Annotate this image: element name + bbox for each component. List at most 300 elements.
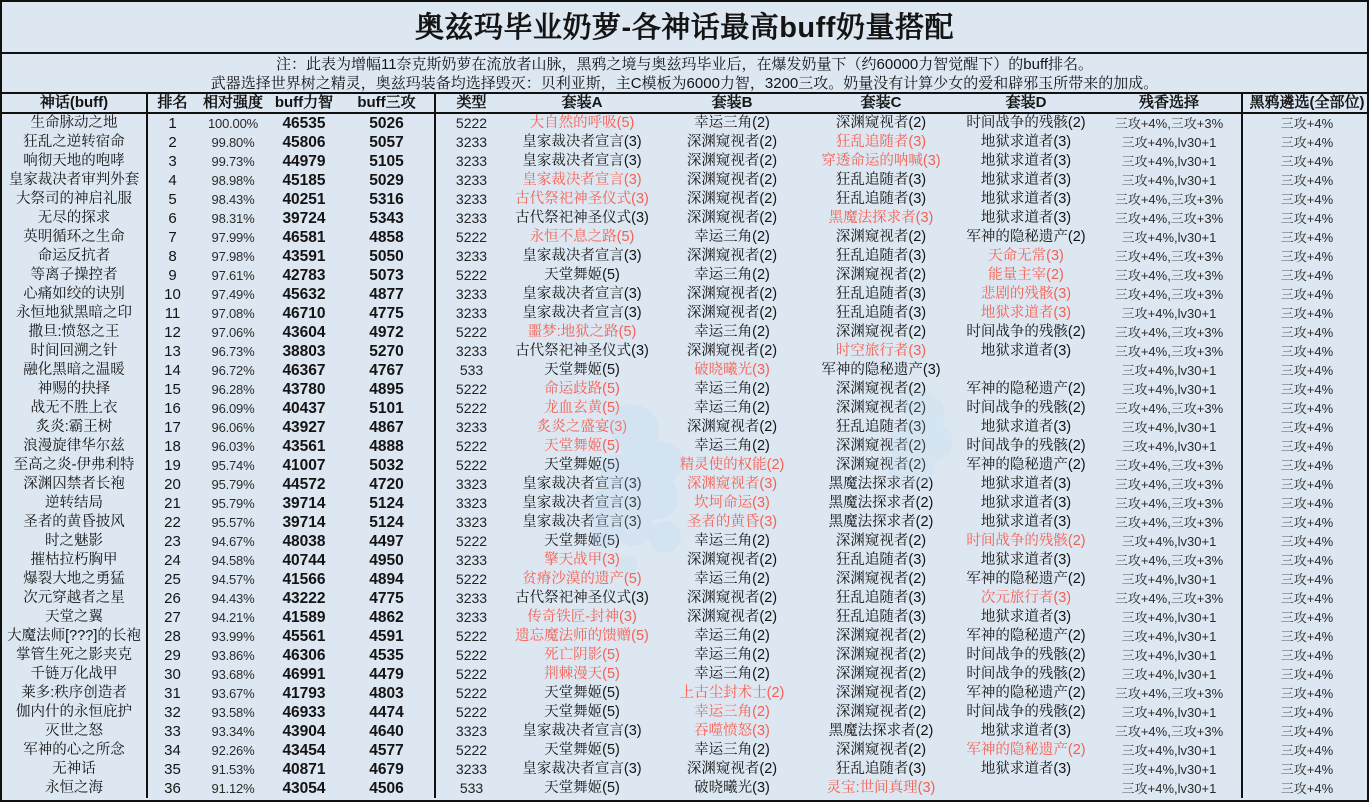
cell: 天堂舞姬(5) [544,780,620,796]
cell: 心痛如绞的诀别 [2,285,147,304]
col-header-fragrance: 残香选择 [1097,94,1242,113]
cell: 军神的隐秘遗产(2) [966,685,1086,701]
cell: 幸运三角(2) [694,647,770,663]
cell: 93.99% [211,629,255,644]
cell: 至高之炎-伊弗利特 [2,456,147,475]
cell: 三攻+4%,三攻+3% [1097,684,1242,703]
cell: 92.26% [211,743,255,758]
cell: 4479 [339,665,435,684]
cell: 三攻+4% [1280,401,1334,416]
col-header-set-d: 套装D [955,94,1097,113]
cell: 5026 [339,113,435,133]
cell: 97.06% [211,325,255,340]
cell: 5222 [455,400,488,416]
cell: 时间战争的残骸(2) [966,438,1086,454]
cell: 深渊窥视者(2) [686,153,778,169]
cell: 21 [164,495,181,512]
cell: 4497 [339,532,435,551]
cell: 三攻+4% [1280,781,1334,796]
cell: 4858 [339,228,435,247]
cell: 3233 [455,590,488,606]
cell: 三攻+4% [1280,363,1334,378]
cell: 4803 [339,684,435,703]
cell: 幸运三角(2) [694,267,770,283]
cell: 深渊窥视者(2) [835,704,927,720]
cell: 深渊窥视者(2) [835,647,927,663]
cell: 深渊窥视者(2) [686,172,778,188]
cell: 深渊窥视者(2) [835,400,927,416]
cell: 地狱求道者(3) [980,419,1072,435]
cell [955,361,1097,380]
cell: 响彻天地的咆哮 [2,152,147,171]
cell: 93.68% [211,667,255,682]
cell: 命运歧路(5) [544,381,620,397]
cell: 44572 [282,476,326,493]
cell: 43054 [282,780,326,797]
table-row [2,190,1369,209]
cell: 狂乱追随者(3) [835,609,927,625]
cell: 三攻+4% [1280,135,1334,150]
cell: 上古尘封术士(2) [679,685,785,701]
cell: 三攻+4% [1280,268,1334,283]
cell: 时空旅行者(3) [835,343,927,359]
cell: 生命脉动之地 [2,113,147,133]
cell: 幸运三角(2) [694,571,770,587]
cell: 古代祭祀神圣仪式(3) [515,210,649,226]
cell: 狂乱追随者(3) [835,419,927,435]
cell: 贫瘠沙漠的遗产(5) [522,571,642,587]
table-row [2,703,1369,722]
cell: 深渊窥视者(2) [835,742,927,758]
col-header-buff-attack: buff三攻 [339,94,435,113]
table-row [2,113,1369,133]
cell: 39714 [282,495,326,512]
cell: 皇家裁决者宣言(3) [522,134,642,150]
cell: 5124 [339,513,435,532]
cell: 莱多:秩序创造者 [2,684,147,703]
cell: 14 [164,362,181,379]
cell: 97.61% [211,268,255,283]
cell: 天堂舞姬(5) [544,685,620,701]
cell: 17 [164,419,181,436]
cell: 40744 [282,552,326,569]
cell: 4894 [339,570,435,589]
cell: 三攻+4% [1280,743,1334,758]
cell: 三攻+4%,lv30+1 [1097,304,1242,323]
table-row [2,133,1369,152]
table-row [2,475,1369,494]
cell: 大祭司的神启礼服 [2,190,147,209]
cell: 46367 [282,362,326,379]
table-row [2,722,1369,741]
cell: 时间战争的残骸(2) [966,533,1086,549]
cell: 地狱求道者(3) [980,172,1072,188]
cell: 天堂舞姬(5) [544,742,620,758]
cell: 穿透命运的呐喊(3) [821,153,941,169]
cell: 地狱求道者(3) [980,305,1072,321]
cell: 3323 [455,514,488,530]
cell: 5050 [339,247,435,266]
cell: 狂乱之逆转宿命 [2,133,147,152]
cell: 皇家裁决者宣言(3) [522,248,642,264]
cell: 三攻+4%,lv30+1 [1097,627,1242,646]
cell: 42783 [282,267,326,284]
cell: 96.28% [211,382,255,397]
cell: 狂乱追随者(3) [835,191,927,207]
cell: 41007 [282,457,326,474]
cell: 次元旅行者(3) [980,590,1072,606]
cell: 25 [164,571,181,588]
cell: 三攻+4% [1280,629,1334,644]
cell: 3233 [455,191,488,207]
cell: 军神的隐秘遗产(2) [966,457,1086,473]
cell: 4720 [339,475,435,494]
table-row [2,494,1369,513]
cell: 45185 [282,172,326,189]
cell: 5 [168,191,177,208]
cell: 三攻+4% [1280,591,1334,606]
cell: 三攻+4%,三攻+3% [1097,494,1242,513]
cell: 46535 [282,115,326,132]
table-row [2,608,1369,627]
table-row [2,152,1369,171]
table-row [2,551,1369,570]
cell: 古代祭祀神圣仪式(3) [515,343,649,359]
cell: 噩梦:地狱之路(5) [527,324,637,340]
note-line-2: 武器选择世界树之精灵，奥兹玛装备均选择毁灭：贝利亚斯，主C模板为6000力智，3200三攻。奶量没有计算少女的爱和辟邪玉所带来的加成。 [210,75,1159,92]
cell: 5222 [455,666,488,682]
cell: 三攻+4% [1280,382,1334,397]
cell: 97.98% [211,249,255,264]
cell: 40437 [282,400,326,417]
cell: 5124 [339,494,435,513]
cell: 爆裂大地之勇猛 [2,570,147,589]
cell: 41793 [282,685,326,702]
cell: 三攻+4%,lv30+1 [1097,608,1242,627]
cell: 皇家裁决者宣言(3) [522,495,642,511]
cell: 幸运三角(2) [694,742,770,758]
table-row [2,779,1369,798]
cell: 46991 [282,666,326,683]
cell: 三攻+4%,三攻+3% [1097,266,1242,285]
cell: 皇家裁决者宣言(3) [522,476,642,492]
cell: 4775 [339,589,435,608]
cell: 43904 [282,723,326,740]
cell: 3233 [455,305,488,321]
cell: 三攻+4%,lv30+1 [1097,760,1242,779]
col-header-set-b: 套装B [657,94,807,113]
cell: 43780 [282,381,326,398]
cell: 地狱求道者(3) [980,723,1072,739]
cell: 大魔法师[???]的长袍 [2,627,147,646]
cell: 43222 [282,590,326,607]
cell: 44979 [282,153,326,170]
cell: 40871 [282,761,326,778]
cell: 三攻+4% [1280,477,1334,492]
cell: 97.49% [211,287,255,302]
table-row [2,171,1369,190]
cell: 命运反抗者 [2,247,147,266]
cell: 三攻+4% [1280,420,1334,435]
cell: 三攻+4%,lv30+1 [1097,152,1242,171]
cell: 3323 [455,495,488,511]
table-row [2,266,1369,285]
cell: 破晓曦光(3) [694,362,770,378]
cell: 38803 [282,343,326,360]
cell: 三攻+4%,lv30+1 [1097,646,1242,665]
cell: 黑魔法探求者(3) [828,210,934,226]
cell: 地狱求道者(3) [980,552,1072,568]
cell: 三攻+4%,三攻+3% [1097,551,1242,570]
cell: 战无不胜上衣 [2,399,147,418]
cell: 龙血玄黄(5) [544,400,620,416]
cell: 28 [164,628,181,645]
cell: 4679 [339,760,435,779]
cell: 英明循环之生命 [2,228,147,247]
cell: 26 [164,590,181,607]
cell: 33 [164,723,181,740]
cell: 98.43% [211,192,255,207]
cell: 三攻+4%,lv30+1 [1097,570,1242,589]
cell: 11 [164,305,181,322]
cell: 大自然的呼吸(5) [529,115,635,131]
table-row [2,285,1369,304]
cell: 三攻+4% [1280,325,1334,340]
cell: 4506 [339,779,435,798]
cell: 深渊窥视者(2) [686,191,778,207]
cell: 95.57% [211,515,255,530]
cell: 皇家裁决者宣言(3) [522,761,642,777]
cell: 43561 [282,438,326,455]
cell: 时间战争的残骸(2) [966,647,1086,663]
cell: 三攻+4% [1280,116,1334,131]
cell: 39724 [282,210,326,227]
table-row [2,513,1369,532]
cell: 圣者的黄昏披风 [2,513,147,532]
col-header-crow-select: 黑鸦遴选(全部位) [1242,94,1369,113]
cell: 狂乱追随者(3) [835,761,927,777]
table-row [2,532,1369,551]
cell: 狂乱追随者(3) [835,248,927,264]
cell: 天堂舞姬(5) [544,267,620,283]
cell: 黑魔法探求者(2) [828,723,934,739]
cell: 深渊窥视者(2) [835,533,927,549]
cell: 三攻+4%,三攻+3% [1097,209,1242,228]
cell: 地狱求道者(3) [980,761,1072,777]
cell: 逆转结局 [2,494,147,513]
col-header-mythic: 神话(buff) [2,94,147,113]
cell: 深渊窥视者(3) [686,476,778,492]
cell: 三攻+4%,lv30+1 [1097,779,1242,798]
cell: 三攻+4%,三攻+3% [1097,513,1242,532]
cell: 95.79% [211,477,255,492]
cell: 45806 [282,134,326,151]
col-header-set-a: 套装A [507,94,657,113]
cell: 天堂之翼 [2,608,147,627]
cell: 深渊窥视者(2) [835,267,927,283]
cell: 地狱求道者(3) [980,134,1072,150]
cell: 时间战争的残骸(2) [966,115,1086,131]
cell: 4 [168,172,177,189]
cell: 94.58% [211,553,255,568]
cell: 军神的隐秘遗产(2) [966,381,1086,397]
cell: 破晓曦光(3) [694,780,770,796]
cell: 深渊窥视者(2) [686,609,778,625]
cell: 32 [164,704,181,721]
cell: 时间回溯之针 [2,342,147,361]
cell: 深渊窥视者(2) [686,248,778,264]
cell: 3323 [455,723,488,739]
cell: 三攻+4% [1280,458,1334,473]
note-line-1: 注：此表为增幅11奈克斯奶萝在流放者山脉，黑鸦之境与奥兹玛毕业后，在爆发奶量下（约60000力智觉醒下）的buff排名。 [275,56,1094,73]
cell: 5222 [455,457,488,473]
cell: 狂乱追随者(3) [835,305,927,321]
cell: 幸运三角(2) [694,229,770,245]
cell: 三攻+4% [1280,496,1334,511]
cell: 34 [164,742,181,759]
cell: 三攻+4%,lv30+1 [1097,171,1242,190]
cell: 94.67% [211,534,255,549]
cell: 三攻+4% [1280,344,1334,359]
cell: 3323 [455,476,488,492]
cell: 永恒地狱黑暗之印 [2,304,147,323]
cell: 天堂舞姬(5) [544,362,620,378]
cell: 4888 [339,437,435,456]
table-row [2,228,1369,247]
cell: 天堂舞姬(5) [544,438,620,454]
cell: 43604 [282,324,326,341]
cell: 46581 [282,229,326,246]
cell: 27 [164,609,181,626]
cell: 伽内什的永恒庇护 [2,703,147,722]
cell: 狂乱追随者(3) [835,172,927,188]
cell: 4640 [339,722,435,741]
cell: 三攻+4%,lv30+1 [1097,532,1242,551]
cell: 5222 [455,324,488,340]
cell: 军神的隐秘遗产(2) [966,229,1086,245]
cell: 三攻+4%,lv30+1 [1097,361,1242,380]
cell: 三攻+4% [1280,724,1334,739]
table-row [2,684,1369,703]
table-row [2,646,1369,665]
cell: 圣者的黄昏(3) [686,514,778,530]
cell: 撒旦:愤怒之王 [2,323,147,342]
cell: 幸运三角(2) [694,533,770,549]
cell: 95.74% [211,458,255,473]
cell: 3233 [455,552,488,568]
cell: 悲剧的残骸(3) [980,286,1072,302]
cell: 皇家裁决者宣言(3) [522,514,642,530]
cell: 93.34% [211,724,255,739]
col-header-type: 类型 [435,94,507,113]
cell: 能量主宰(2) [988,267,1064,283]
cell: 深渊窥视者(2) [686,419,778,435]
cell: 三攻+4%,lv30+1 [1097,228,1242,247]
cell: 31 [164,685,181,702]
cell: 5316 [339,190,435,209]
cell: 吞噬愤怒(3) [694,723,770,739]
cell: 4767 [339,361,435,380]
cell: 41589 [282,609,326,626]
cell: 三攻+4% [1280,306,1334,321]
cell: 35 [164,761,181,778]
cell: 黑魔法探求者(2) [828,476,934,492]
cell: 幸运三角(2) [694,704,770,720]
cell: 深渊窥视者(2) [686,343,778,359]
cell: 7 [168,229,177,246]
notes-block [2,54,1367,94]
cell: 时之魅影 [2,532,147,551]
cell: 45632 [282,286,326,303]
col-header-buff-str-int: buff力智 [269,94,339,113]
cell: 三攻+4%,三攻+3% [1097,285,1242,304]
cell: 3233 [455,419,488,435]
cell: 43454 [282,742,326,759]
cell: 4895 [339,380,435,399]
cell: 皇家裁决者宣言(3) [522,286,642,302]
page-title: 奥兹玛毕业奶萝-各神话最高buff奶量搭配 [2,2,1367,54]
cell: 三攻+4% [1280,705,1334,720]
cell: 深渊窥视者(2) [835,229,927,245]
table-row [2,247,1369,266]
cell: 永恒不息之路(5) [529,229,635,245]
cell: 军神的隐秘遗产(2) [966,628,1086,644]
table-row [2,209,1369,228]
cell: 91.53% [211,762,255,777]
cell: 5222 [455,704,488,720]
cell: 4867 [339,418,435,437]
cell: 地狱求道者(3) [980,343,1072,359]
table-row [2,627,1369,646]
header-row [2,94,1369,113]
cell: 5073 [339,266,435,285]
cell: 19 [164,457,181,474]
cell: 等离子操控者 [2,266,147,285]
cell: 41566 [282,571,326,588]
table-row [2,342,1369,361]
cell: 浪漫旋律华尔兹 [2,437,147,456]
cell: 皇家裁决者审判外套 [2,171,147,190]
cell: 三攻+4%,三攻+3% [1097,113,1242,133]
cell: 23 [164,533,181,550]
cell: 地狱求道者(3) [980,495,1072,511]
table-row [2,741,1369,760]
cell: 40251 [282,191,326,208]
cell: 灵宝:世间真理(3) [826,780,936,796]
cell: 4862 [339,608,435,627]
cell: 三攻+4%,lv30+1 [1097,703,1242,722]
cell: 三攻+4% [1280,249,1334,264]
cell: 时间战争的残骸(2) [966,400,1086,416]
cell: 13 [164,343,181,360]
cell: 5343 [339,209,435,228]
cell [955,779,1097,798]
cell: 93.58% [211,705,255,720]
cell: 三攻+4%,lv30+1 [1097,665,1242,684]
table-row [2,570,1369,589]
cell: 天命无常(3) [988,248,1064,264]
cell: 9 [168,267,177,284]
cell: 古代祭祀神圣仪式(3) [515,590,649,606]
cell: 荆棘漫天(5) [544,666,620,682]
cell: 三攻+4%,三攻+3% [1097,589,1242,608]
cell: 4474 [339,703,435,722]
cell: 狂乱追随者(3) [835,134,927,150]
cell: 46710 [282,305,326,322]
col-header-strength: 相对强度 [197,94,269,113]
cell: 皇家裁决者宣言(3) [522,172,642,188]
cell: 三攻+4%,三攻+3% [1097,456,1242,475]
